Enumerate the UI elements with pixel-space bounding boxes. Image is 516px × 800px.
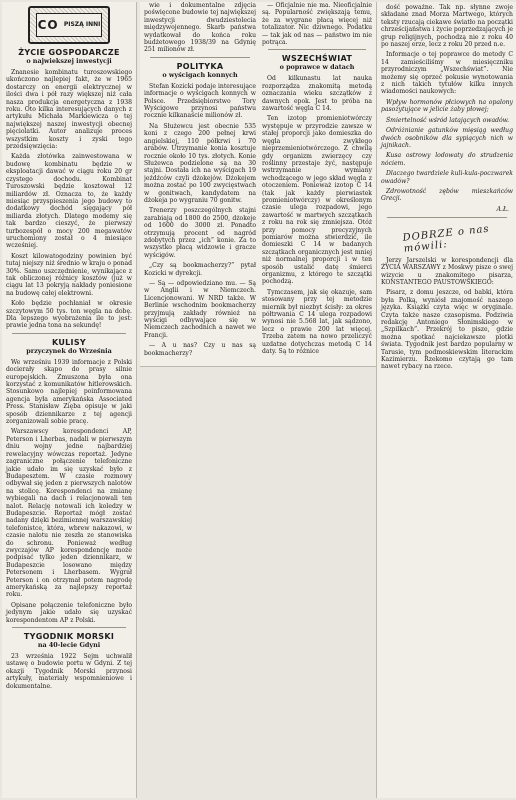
section-title-zycie-gospodarcze: ŻYCIE GOSPODARCZE	[18, 48, 120, 57]
divider	[268, 49, 366, 50]
article-paragraph: wie i dokumentalne zdjęcia poświęcone budowie tej największej inwestycji dwudziestolecia międzywojennego. Skarb państwa wydatkował do końca roku budżetowego 1938/39 na Gdynię 251 milionów zł.	[144, 2, 256, 54]
article-paragraph: — Oficjalnie nie ma. Nieoficjalnie są. Popularność zwiększają temu, że za wygrane płacą więcej niż totalizator. Nic dziwnego. Podatku — tak jak od nas — państwo im nie potrąca.	[262, 2, 372, 47]
divider	[387, 217, 507, 218]
list-item: Wpływ hormonów płciowych na opalony pasożytujące w jelicie żaby płowej;	[381, 98, 513, 114]
middle-column-1	[144, 2, 256, 360]
author-signature: A.Ł.	[496, 205, 509, 213]
list-item: Dlaczego twardziele kuli-kula-poczwarek owadów?	[381, 170, 513, 185]
section-title-wszechswiat: WSZECHŚWIAT	[281, 54, 353, 64]
handwritten-heading: DOBRZE o nas mówili:	[402, 223, 491, 255]
article-paragraph: Ten izotop promieniotwórczy występuje w przyrodzie zawsze w stałej proporcji jako domieszka do węgla zwykłego nieprzemieniotwórczego. Z chwilą gdy organizm zwierzęcy czy roślinny przestaje żyć, następuje wstrzymanie wymiany wchodzącego w jego skład węgla z otoczeniem. Ponieważ izotop C 14 (tak jak każdy pierwiastek promieniotwórczy) w określonym czasie ulega rozpadowi, jego zawartość w martwych szczątkach z roku na rok się zmniejsza. Otóż przy pomocy precyzyjnych pomiarów można stwierdzić, ile domieszki C 14 w badanych szczątkach organicznych jest mniej niż normalnej proporcji i w ten sposób ustalić datę śmierci organizmu, z którego te szczątki pochodzą.	[262, 115, 372, 286]
section-subtitle: na 40-lecie Gdyni	[37, 641, 101, 650]
article-paragraph: We wrześniu 1939 informacje z Polski docierały skąpo do prasy silnie europejskich. Zmuszona była ona korzystać z komunikatów hitlerowskich. Stosunkowo najlepiej poinformowana agencja była amerykańska Associated Press. Stanisław Zięba opisuje w jaki sposób dziennikarze z tej agencji zorganizowali sobie pracę.	[6, 358, 132, 426]
article-paragraph: Znanesie kombinatu turoszowskiego ukończono najlepiej fakt, że w 1965 dostarczy on energii elektrycznej w ilości dwa i pół razy większej niż cała nasza produkcja energetyczna z 1938 roku. Oto kilka interesujących danych z artykułu Michała Markiewicza o tej największej naszej inwestycji obecnej pięciolatki. Autor analizuje proces wszystkim koszty i zyski tego przedsięwzięcia:	[6, 69, 132, 151]
section-title-tygodnik-morski: TYGODNIK MORSKI	[23, 632, 115, 642]
section-subtitle: o najwiekszej inwestycji	[26, 57, 112, 65]
logo-text: CO	[37, 18, 59, 32]
article-paragraph: Jerzy Jarszelski w korespondencji dla ŻYCIA WARSZAWY z Moskwy pisze o swej wizycie u znakomitego pisarza, KONSTANTEGO PAUSTOWSKIEGO:	[381, 256, 513, 286]
article-paragraph: — A u nas? Czy u nas są bookmacherzy?	[144, 342, 256, 357]
list-item: Odróżnianie gatunków mięsiąg według dwóch osobników dla sypiących nich w jajnikach.	[381, 127, 513, 149]
section-title-polityka: POLITYKA	[176, 61, 224, 71]
article-paragraph: „Czy są bookmacherzy?” pytał Kozicki w dyrekcji.	[144, 262, 256, 277]
section-title-kulisy: KULISY	[52, 337, 86, 347]
list-item: Śmiertelność wśród latających owadów.	[386, 116, 510, 124]
section-subtitle: o poprawce w datach	[279, 63, 355, 72]
middle-column-2	[262, 2, 372, 358]
column-logo	[28, 6, 110, 44]
article-paragraph: Od kilkunastu lat nauka rozporządza znakomitą metodą oznaczania wieku szczątków z dawnych epok. Jest to próba na zawartość węgla C 14.	[262, 75, 372, 113]
divider	[12, 627, 126, 628]
list-item: Kusa ostrowy lodowaty do strudzenia nóciem.	[381, 152, 513, 167]
section-subtitle: przyczynek do Września	[26, 346, 112, 355]
article-paragraph: Koło będzie pochłaniał w okresie szczytowym 50 tys. ton węgla na dobę. Dla lepszego wyobrażenia ile to jest: prawie jedna tona na sekundę!	[6, 300, 132, 330]
article-paragraph: Informacje o tej poprawce do metody C 14 zamieściliśmy w miesięczniku przyrodniczym „Wszechświat”. Nie możemy się oprzeć pokusie wynotowania z nich takich tytułów kilku innych wiadomości naukowych:	[381, 51, 513, 96]
article-paragraph: Pisarz, z domu jeszcze, od babki, która była Polką, wyniósł znajomość naszego języka. Książki czyta więc w oryginale. Czyta także nasze czasopisma. Podziwia redakcję Antoniego Słonimskiego w „Szpilkach”. Przekrój to pisze, gdzie można spotkać najciekawsze plotki świata. Tygodnik jest bardzo popularny w Tarusie, tym podmoskiewskim literackim Kazimierzu. Rzekomo czytają go tam nawet rybacy na rzece.	[381, 289, 513, 371]
article-paragraph: Opisane połączenie telefoniczne było jedynym jakie udało się uzyskać korespondentom AP z Polski.	[6, 601, 132, 624]
clipping-left-column	[2, 2, 137, 798]
section-subtitle: o wyścigach konnych	[162, 70, 238, 79]
article-paragraph: Stefan Kozicki podaje interesujące informacje o wyścigach konnych w Polsce. Przedsiębiorstwo Tory Wyścigowe przynosi państwu rocznie kilkanaście milionów zł.	[144, 82, 256, 120]
article-paragraph: Każda złotówka zainwestowana w budowę kombinatu będzie w eksploatacji dawać w ciągu roku 20 gr czystego dochodu. Kombinat Turoszowski będzie kosztował 12 miliardów zł. Oznacza to, że każdy miesiąc przyspieszenia jego budowy to dodatkowy dochód sięgający pół miliarda złotych. Dlatego modemy się tak bardzo cieszyć, że pierwszy turbozespół o mocy 200 megawatów uruchomiony został o 4 miesiące wcześniej.	[6, 153, 132, 250]
article-paragraph: Koszt kilowatogodziny powinien być tutaj niejszy niż średnio w kraju o ponad 30%. Samo uszczędnienie, wynikające z tak obliczonej różnicy kosztów (już w ciągu lat 13 pokryją nakłady poniesione na budowę całej elektrowni.	[6, 252, 132, 297]
divider	[12, 333, 126, 334]
article-paragraph: Warszawscy korespondenci AP, Peterson i Lherbas, nadali w pierwszym dniu wojny jedne najbardziej rewelacyjny wówczas reportaż. Jedyne zagraniczne połączenie telefoniczne jakie udało im się uzyskać było z Budapesztem. W czasie rozmowy odbywał się jeden z pierwszych nalotów na stolicę. Korespondenci na zmianę wybiegali na dach i relacjonowali ten nalot. Relację notowali ich koledzy w Budapeszcie. Reportaż mógł zostać nadany dzięki bezimiennej warszawskiej telefonistce, która, wbrew nakazowi, w czasie nalotu nie zeszła ze stanowiska do schronu. Ponieważ według zwyczajów AP korespondencję może podpisać tylko jeden dziennikarz, w Budapeszcie losowano między Petersonem i Lherbasem. Wygrał Peterson i on otrzymał potem nagrodę amerykańską za najlepszy reportaż roku.	[6, 428, 132, 599]
clipping-right-column	[376, 2, 516, 798]
list-item: Zdrowotność zębów mieszkańców Grecji.	[381, 187, 513, 203]
article-paragraph: Tymczasem, jak się okazuje, sam stosowany przy tej metodzie miernik był niezbyt ścisły: za okres półtrwania C 14 ulega rozpadowi wynosi nie 5.568 lat, jak sądzono, lecz o prawie 200 lat więcej. Trzeba zatem na nowo przeliczyć uzdatne dotychczas metodą C 14 daty. Są to różnice	[262, 288, 372, 356]
article-paragraph: dość poważne. Tak np. słynne zwoje składane znad Morza Martwego, których teksty rzucają ciekawe światło na początki chrześcijaństwa i życie poprzedzających je grup religijnych, pochodzą nie z roku 40 po naszej erze, lecz z roku 20 przed n.e.	[381, 4, 513, 49]
article-paragraph: Trenerzy poszczególnych stajni zarabiają od 1800 do 2500, dżokeje od 1600 do 3000 zł. Ponadto otrzymują procent od nagród zdobytych przez „ich” konie. Za to wszystko płacą widzowie i gracze wyścigów.	[144, 207, 256, 259]
logo-subtext: PISZĄ INNI	[63, 21, 101, 28]
article-paragraph: Na Służewcu jest obecnie 535 koni z czego 200 pełnej krwi angielskiej, 110 półkrwi i 70 arabów. Utrzymanie konia kosztuje rocznie około 10 tys. złotych. Konie Służewca podzielone są na 30 stajni. Dostała ich na wyścigach 19 jeźdźców czyli dżokejów. Dżokejem można zostać po 100 zwycięstwach w gonitwach, kandydatem na dżokeja po wygraniu 70 gonitw.	[144, 122, 256, 204]
article-paragraph: 23 września 1922 Sejm uchwalił ustawę o budowie portu w Gdyni. Z tej okazji Tygodnik Morski przynosi artykuły, materiały wspomnieniowe i dokumentalne.	[6, 653, 132, 690]
handwritten-header-area	[381, 221, 513, 257]
article-paragraph: — Są — odpowiedziano mu. — Są w Anglii i w Niemczech. Licencjonowani. W NRD także. W Berlinie wschodnim bookmacherzy przyjmują zakłady również na wyścigi odbywające się w Niemczech zachodnich a nawet we Francji.	[144, 280, 256, 339]
divider	[150, 57, 250, 58]
